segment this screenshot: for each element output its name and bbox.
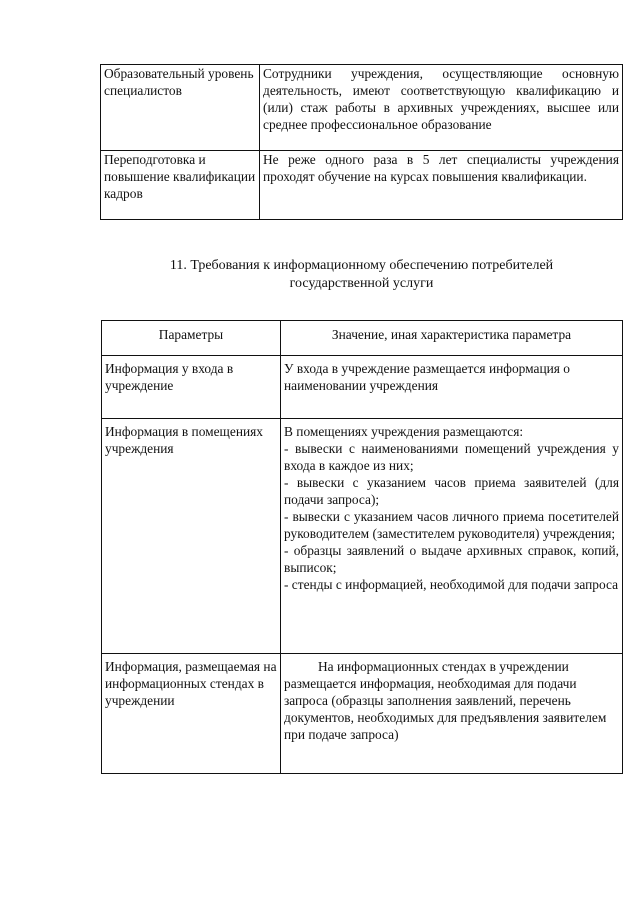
value-cell (260, 151, 623, 220)
table-row (102, 654, 623, 774)
param-cell (102, 356, 281, 419)
list-intro: В помещениях учреждения размещаются: (284, 424, 524, 439)
param-text: Информация в помещениях учреждения (105, 424, 263, 456)
value-text: Сотрудники учреждения, осуществляющие основную деятельность, имеют соответствующую квалификацию и (или) стаж работы в архивных учреждениях, высшее или среднее профессиональное образование (263, 66, 619, 132)
value-cell (281, 356, 623, 419)
table-header-row (102, 321, 623, 356)
section-title (100, 257, 623, 293)
param-text: Переподготовка и повышение квалификации кадров (104, 152, 256, 201)
table-row (102, 419, 623, 654)
value-text: На информационных стендах в учреждении размещается информация, необходимая для подачи запроса (образцы заполнения заявлений, перечень документов, необходимых для предъявления заявителем при подаче запроса) (284, 659, 607, 742)
param-cell (101, 65, 260, 151)
list-item: - вывески с указанием часов приема заявителей (для подачи запроса); (284, 475, 619, 507)
value-cell (281, 419, 623, 654)
list-item: - вывески с указанием часов личного приема посетителей руководителем (заместителем руководителя) учреждения; (284, 509, 619, 541)
param-text: Информация, размещаемая на информационных стендах в учреждении (105, 659, 277, 708)
value-text: Не реже одного раза в 5 лет специалисты учреждения проходят обучение на курсах повышения квалификации. (263, 152, 619, 184)
value-text: У входа в учреждение размещается информация о наименовании учреждения (284, 361, 570, 393)
value-cell (281, 654, 623, 774)
table-row (102, 356, 623, 419)
section-title-line-1: 11. Требования к информационному обеспечению потребителей (169, 258, 554, 273)
list-item: - стенды с информацией, необходимой для подачи запроса (284, 577, 619, 592)
list-item: - вывески с наименованиями помещений учреждения у входа в каждое из них; (284, 441, 619, 473)
param-text: Образовательный уровень специалистов (104, 66, 254, 98)
value-cell (260, 65, 623, 151)
list-item: - образцы заявлений о выдаче архивных справок, копий, выписок; (284, 543, 619, 575)
qualification-table (100, 64, 623, 220)
table-row (101, 151, 623, 220)
section-title-line-2: государственной услуги (289, 276, 434, 291)
param-text: Информация у входа в учреждение (105, 361, 234, 393)
param-cell (102, 654, 281, 774)
param-cell (101, 151, 260, 220)
param-cell (102, 419, 281, 654)
information-table (101, 320, 623, 774)
header-value: Значение, иная характеристика параметра (281, 321, 623, 356)
table-row (101, 65, 623, 151)
header-param: Параметры (102, 321, 281, 356)
